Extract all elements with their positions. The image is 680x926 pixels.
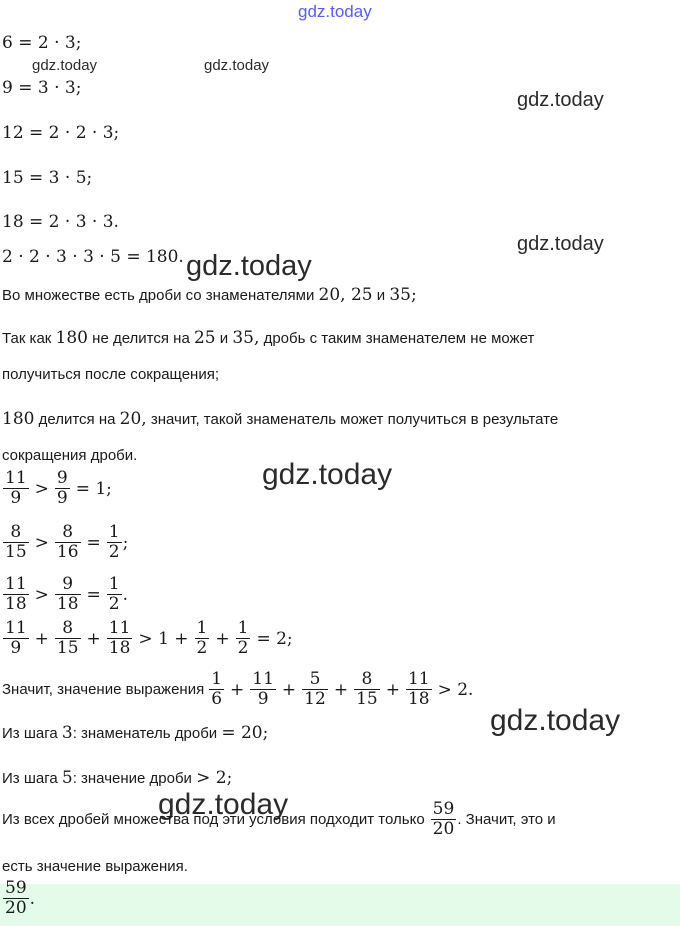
factorization-18: 18 = 2 · 3 · 3. <box>2 212 119 232</box>
watermark-small-left: gdz.today <box>32 57 98 74</box>
factorization-12: 12 = 2 · 2 · 3; <box>2 123 120 143</box>
conclusion-expression: Значит, значение выражения $\frac{1}{6}$ + $\frac{11}{9}$ + $\frac{5}{12}$ + $\frac{8}{15}$ + $\frac{11}{18}$ > 2. <box>2 669 474 709</box>
para-denominators: Во множестве есть дроби со знаменателями 20, 25 и 35; <box>2 285 417 305</box>
answer-value: $\frac{59}{20}$ . <box>5 878 36 918</box>
lcm-product: 2 · 2 · 3 · 3 · 5 = 180. <box>2 247 184 267</box>
para-divisible-line2: сокращения дроби. <box>2 447 138 464</box>
para-divisible: 180 делится на 20, значит, такой знаменатель может получиться в результате <box>2 409 559 429</box>
factorization-9: 9 = 3 · 3; <box>2 78 82 98</box>
answer-box <box>0 878 680 926</box>
factorization-15: 15 = 3 · 5; <box>2 168 93 188</box>
watermark-small-mid: gdz.today <box>204 57 270 74</box>
watermark-center: gdz.today <box>262 458 393 491</box>
watermark-right-3: gdz.today <box>490 704 621 737</box>
inequality-3: $\frac{11}{18}$ > $\frac{9}{18}$ = $\frac{1}{2}$ . <box>5 574 129 614</box>
watermark-top: gdz.today <box>298 2 372 21</box>
para-not-divisible: Так как 180 не делится на 25 и 35, дробь с таким знаменателем не может <box>2 328 535 348</box>
step-3-note: Из шага 3: знаменатель дроби = 20; <box>2 723 269 743</box>
final-paragraph: Из всех дробей множества под эти условия подходит только $\frac{59}{20}$ . Значит, это и <box>2 799 556 839</box>
watermark-right-1: gdz.today <box>517 89 604 111</box>
step-5-note: Из шага 5: значение дроби > 2; <box>2 768 233 788</box>
watermark-lower: gdz.today <box>158 788 289 821</box>
sum-inequality: $\frac{11}{9}$ + $\frac{8}{15}$ + $\frac{11}{18}$ > 1 + $\frac{1}{2}$ + $\frac{1}{2}$ = 2; <box>5 618 293 658</box>
inequality-1: $\frac{11}{9}$ > $\frac{9}{9}$ = 1; <box>5 468 112 508</box>
inequality-2: $\frac{8}{15}$ > $\frac{8}{16}$ = $\frac{1}{2}$ ; <box>5 522 129 562</box>
para-not-divisible-line2: получиться после сокращения; <box>2 366 220 383</box>
watermark-inline: gdz.today <box>186 250 312 282</box>
final-paragraph-line2: есть значение выражения. <box>2 858 188 875</box>
factorization-6: 6 = 2 · 3; <box>2 33 82 53</box>
watermark-right-2: gdz.today <box>517 233 604 255</box>
